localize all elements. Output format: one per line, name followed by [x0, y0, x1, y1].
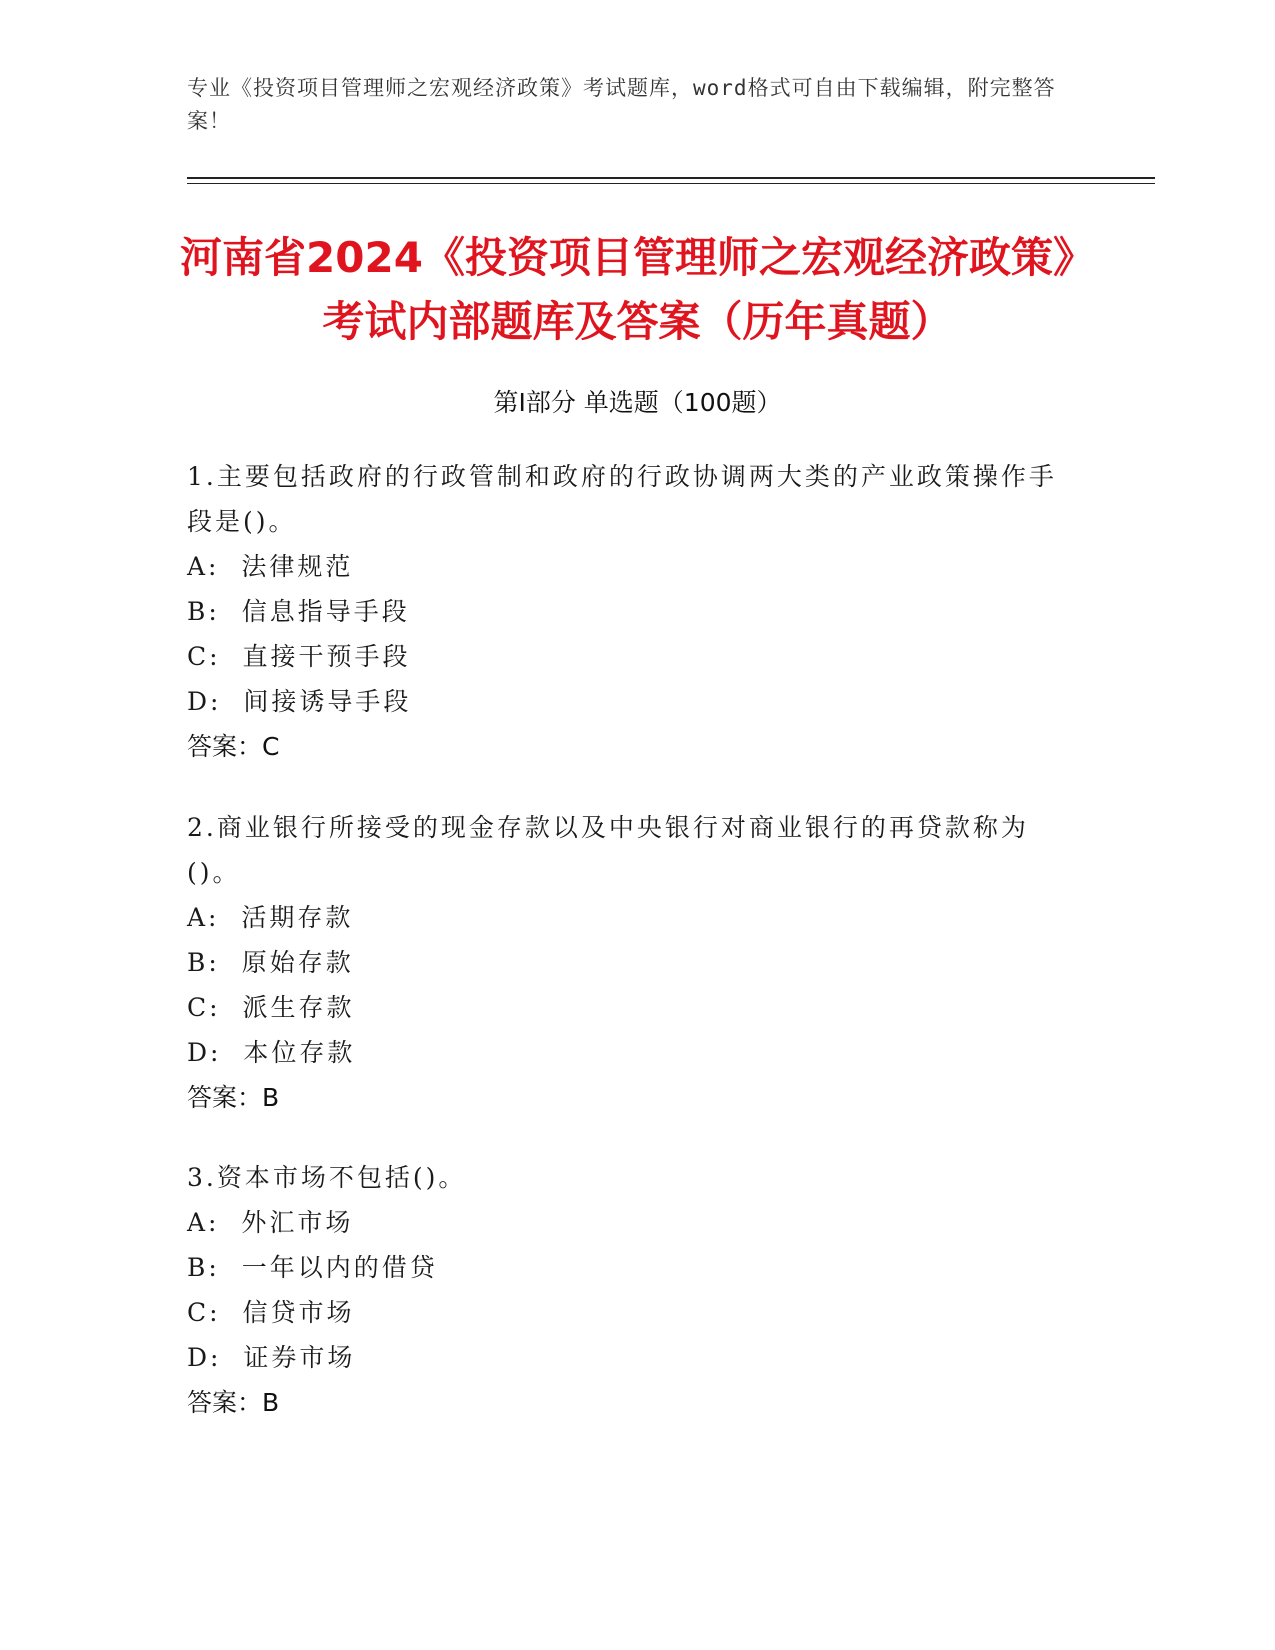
- question-1: [187, 454, 1067, 769]
- question-2: [187, 805, 1067, 1120]
- header-rule-thick: [187, 177, 1155, 179]
- option-d: D: 证券市场: [187, 1343, 356, 1372]
- option-d: D: 间接诱导手段: [187, 687, 412, 716]
- section-title: 第Ⅰ部分 单选题（100题）: [493, 388, 782, 417]
- option-c: C: 信贷市场: [187, 1298, 355, 1327]
- document-title: 河南省2024《投资项目管理师之宏观经济政策》考试内部题库及答案（历年真题）: [180, 233, 1095, 346]
- option-b: B: 一年以内的借贷: [187, 1253, 438, 1282]
- option-d: D: 本位存款: [187, 1038, 356, 1067]
- header-note: 专业《投资项目管理师之宏观经济政策》考试题库，word格式可自由下载编辑，附完整答案！: [187, 76, 1056, 133]
- option-b: B: 信息指导手段: [187, 597, 410, 626]
- question-stem: 1.主要包括政府的行政管制和政府的行政协调两大类的产业政策操作手段是()。: [187, 462, 1057, 536]
- question-stem: 3.资本市场不包括()。: [187, 1163, 467, 1192]
- option-c: C: 直接干预手段: [187, 642, 411, 671]
- header-rule-thin: [187, 183, 1155, 184]
- answer: 答案：C: [187, 732, 280, 761]
- option-c: C: 派生存款: [187, 993, 355, 1022]
- answer: 答案：B: [187, 1083, 280, 1112]
- option-b: B: 原始存款: [187, 948, 354, 977]
- answer: 答案：B: [187, 1388, 280, 1417]
- option-a: A: 外汇市场: [187, 1208, 354, 1237]
- question-stem: 2.商业银行所接受的现金存款以及中央银行对商业银行的再贷款称为()。: [187, 813, 1029, 887]
- question-3: [187, 1155, 1067, 1425]
- option-a: A: 活期存款: [187, 903, 354, 932]
- option-a: A: 法律规范: [187, 552, 354, 581]
